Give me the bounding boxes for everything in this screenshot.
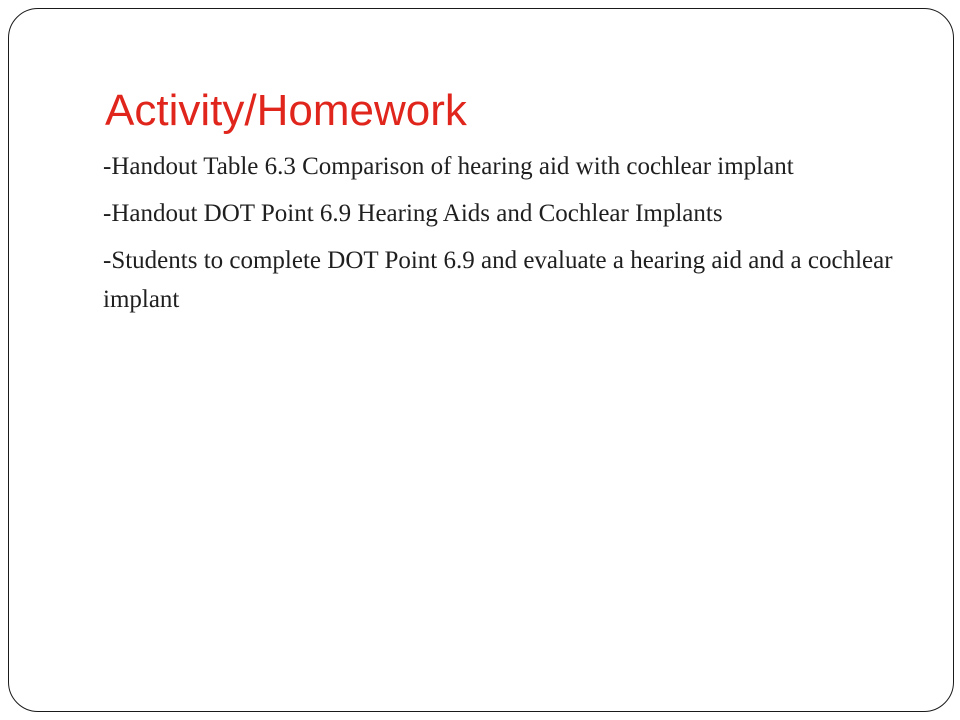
bullet-list [103, 147, 903, 327]
bullet-item-handout-dot-point: -Handout DOT Point 6.9 Hearing Aids and Cochlear Implants [103, 200, 723, 227]
bullet-item-handout-table: -Handout Table 6.3 Comparison of hearing aid with cochlear implant [103, 153, 794, 180]
slide-title: Activity/Homework [105, 86, 467, 135]
bullet-item-student-task: -Students to complete DOT Point 6.9 and evaluate a hearing aid and a cochlear implant [103, 247, 893, 313]
